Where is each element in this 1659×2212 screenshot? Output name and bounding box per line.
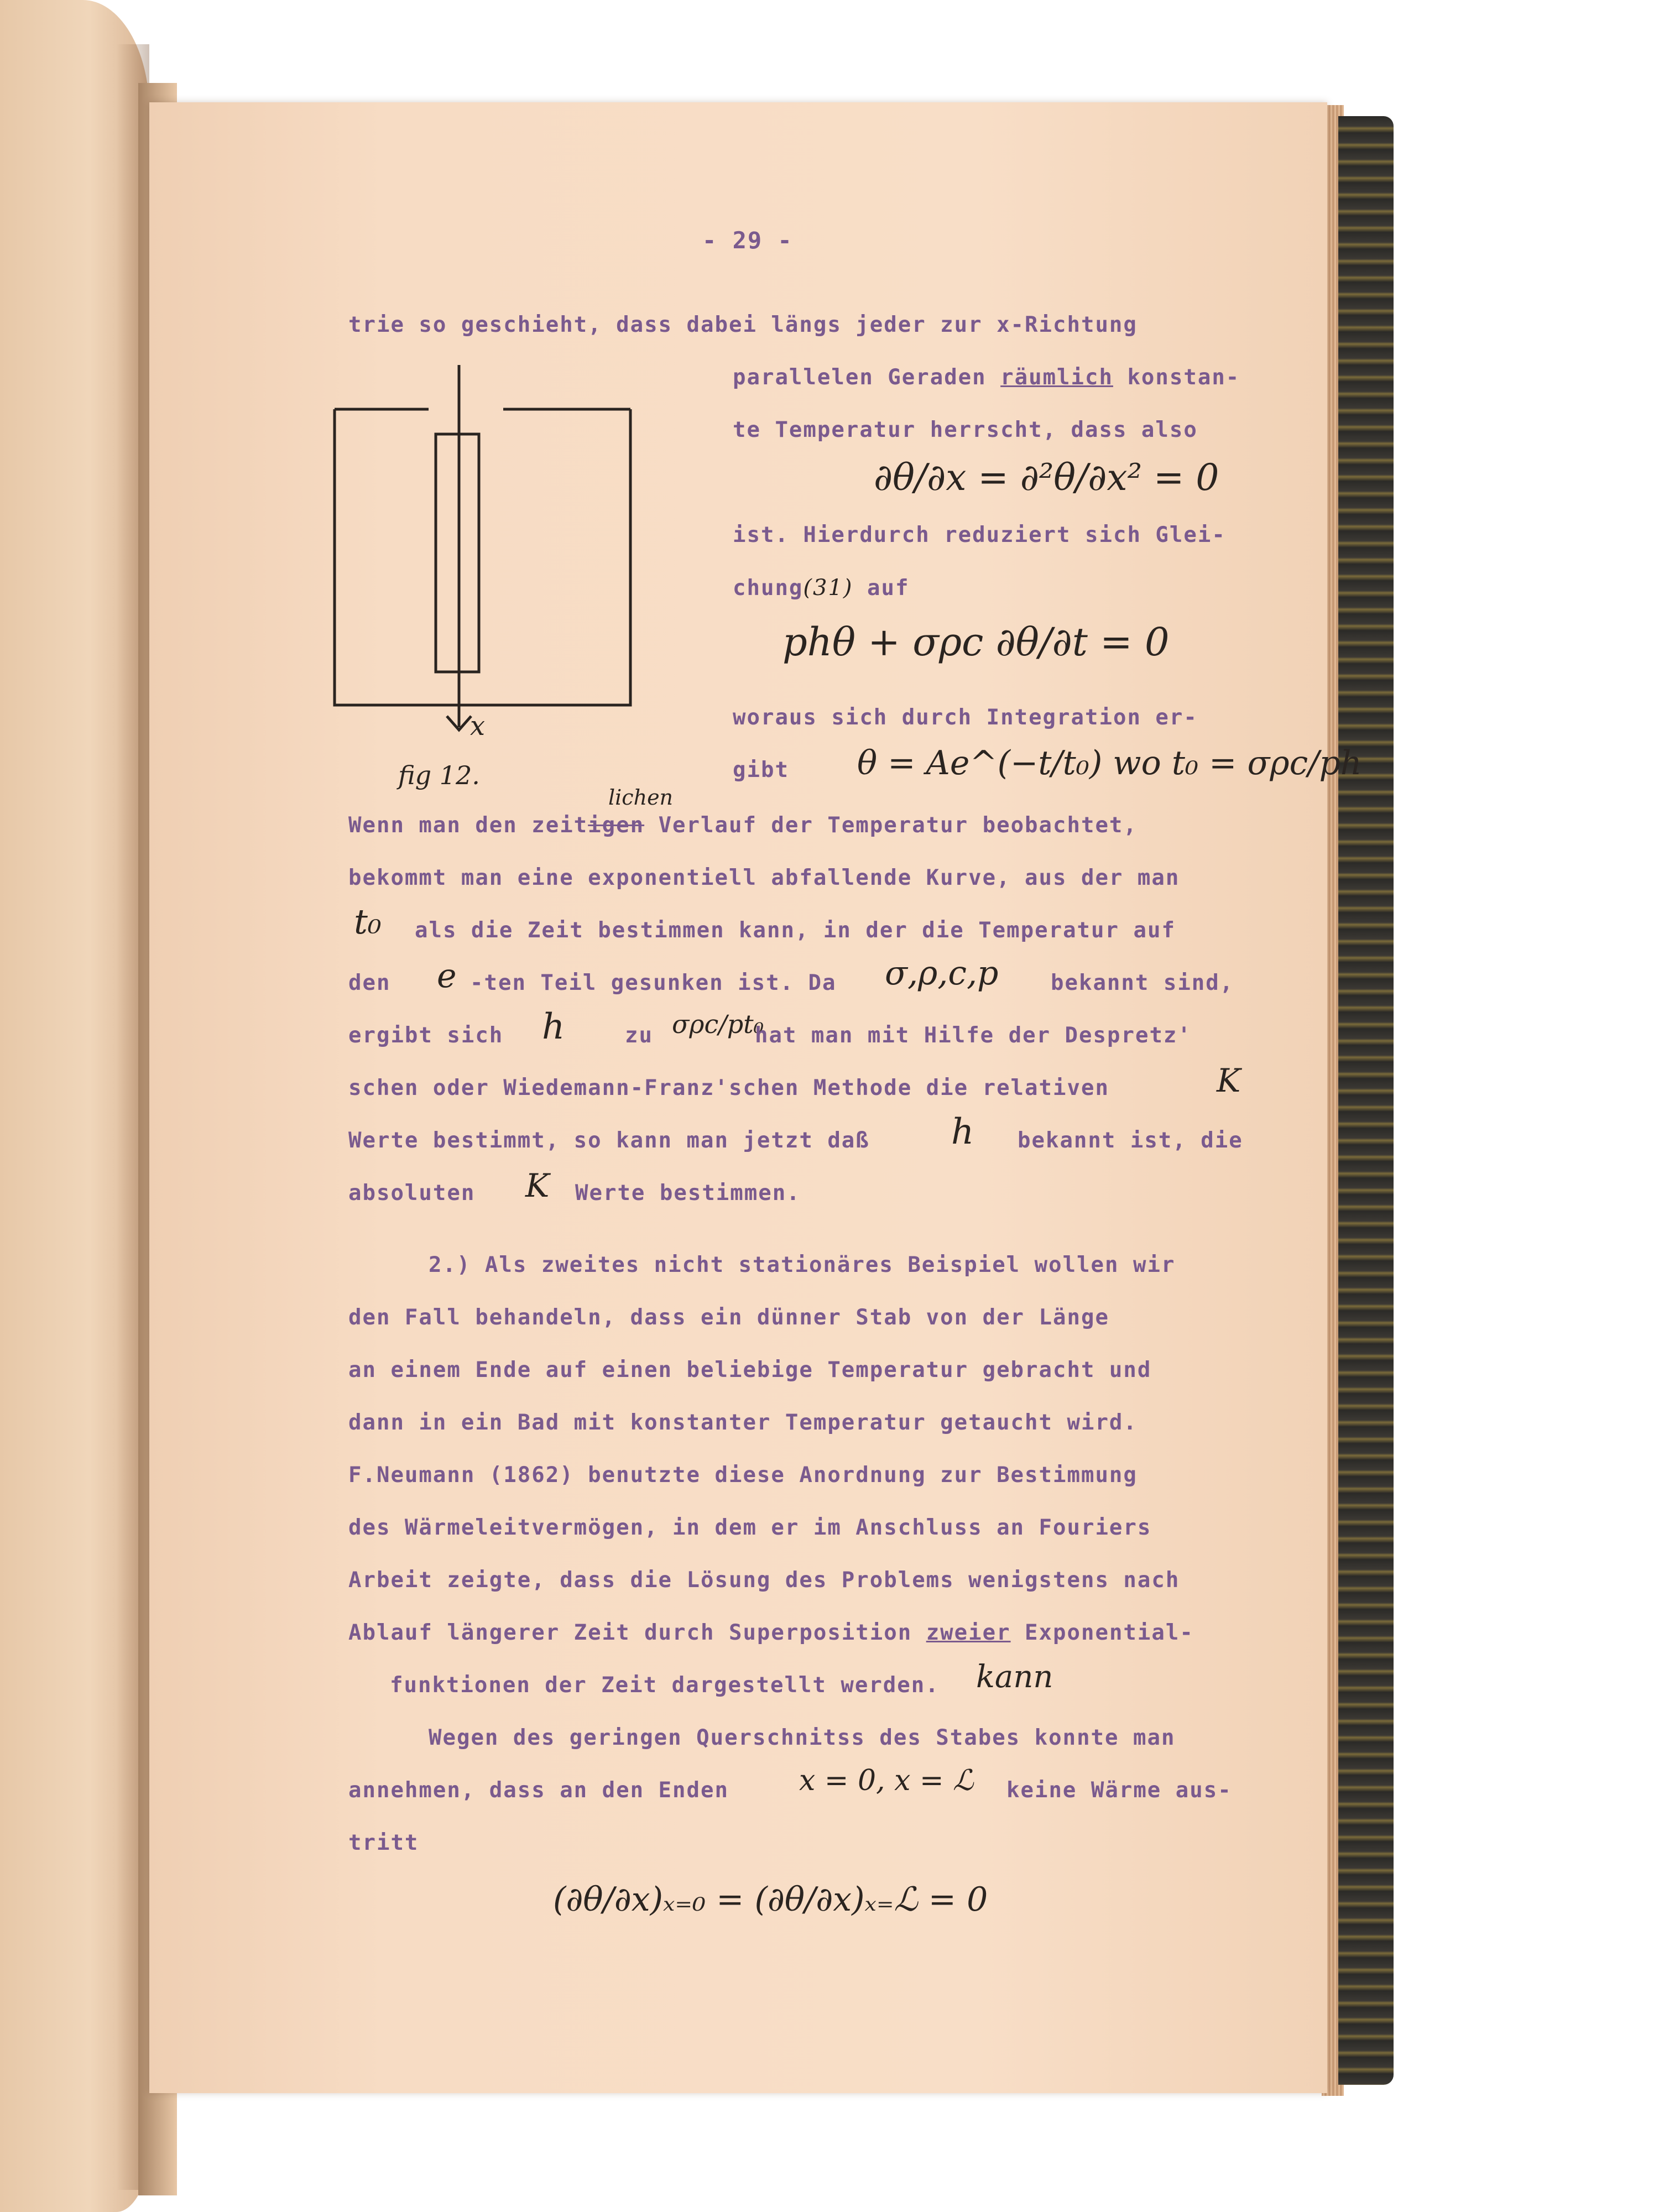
- text-line-5: chung(31) auf: [733, 575, 910, 601]
- text-line-20: F.Neumann (1862) benutzte diese Anordnung zur Bestimmung: [348, 1463, 1138, 1488]
- figure-axis-label: x: [470, 711, 486, 742]
- text-line-14a: Werte bestimmt, so kann man jetzt daß: [348, 1128, 870, 1153]
- handwritten-equation-2: phθ + σρc ∂θ/∂t = 0: [782, 619, 1170, 665]
- text-line-22: Arbeit zeigte, dass die Lösung des Problems wenigstens nach: [348, 1568, 1180, 1593]
- handwritten-equation-3: θ = Ae^(−t/t₀) wo t₀ = σρc/ph: [857, 744, 1362, 782]
- text-line-15b: Werte bestimmen.: [575, 1181, 801, 1206]
- handwritten-h: h: [542, 1006, 565, 1047]
- handwritten-params: σ,ρ,c,p: [885, 954, 999, 993]
- text-line-15a: absoluten: [348, 1181, 476, 1206]
- handwritten-e: e: [437, 957, 457, 995]
- text-line-11b: -ten Teil gesunken ist. Da: [470, 971, 837, 995]
- handwritten-fraction: σρc/pt₀: [672, 1009, 764, 1039]
- handwritten-t0: t₀: [354, 901, 382, 942]
- text-line-18: an einem Ende auf einen beliebige Temperatur gebracht und: [348, 1358, 1152, 1383]
- text-line-6: woraus sich durch Integration er-: [733, 705, 1198, 730]
- figure-caption: fig 12.: [398, 760, 480, 790]
- text-line-12b: zu: [625, 1023, 653, 1048]
- handwritten-k-1: K: [1217, 1062, 1241, 1099]
- handwritten-boundary-condition: (∂θ/∂x)ₓ₌₀ = (∂θ/∂x)ₓ₌ℒ = 0: [553, 1880, 988, 1919]
- handwritten-k-2: K: [525, 1167, 550, 1204]
- text-line-16: 2.) Als zweites nicht stationäres Beispiel wollen wir: [429, 1253, 1176, 1277]
- text-line-1: trie so geschieht, dass dabei längs jeder zur x-Richtung: [348, 312, 1138, 337]
- text-line-17: den Fall behandeln, dass ein dünner Stab von der Länge: [348, 1305, 1109, 1330]
- text-line-21: des Wärmeleitvermögen, in dem er im Anschluss an Fouriers: [348, 1515, 1152, 1540]
- text-line-3: te Temperatur herrscht, dass also: [733, 418, 1198, 442]
- text-line-19: dann in ein Bad mit konstanter Temperatur getaucht wird.: [348, 1410, 1138, 1435]
- text-line-9: bekommt man eine exponentiell abfallende Kurve, aus der man: [348, 865, 1180, 890]
- text-line-14b: bekannt ist, die: [1018, 1128, 1243, 1153]
- text-line-8: Wenn man den zeitigen Verlauf der Temperatur beobachtet,: [348, 813, 1138, 838]
- text-line-27: tritt: [348, 1830, 419, 1855]
- handwritten-kann: kann: [976, 1659, 1053, 1695]
- text-line-10: als die Zeit bestimmen kann, in der die Temperatur auf: [415, 918, 1176, 943]
- manuscript-page: [149, 102, 1362, 2093]
- text-line-23: Ablauf längerer Zeit durch Superposition zweier Exponential-: [348, 1620, 1194, 1645]
- text-line-24: funktionen der Zeit dargestellt werden.: [390, 1673, 940, 1698]
- text-line-13: schen oder Wiedemann-Franz'schen Methode die relativen: [348, 1076, 1109, 1100]
- page-number: - 29 -: [702, 227, 793, 254]
- handwritten-h-2: h: [951, 1112, 974, 1152]
- text-line-7: gibt: [733, 758, 789, 782]
- handwritten-equation-1: ∂θ/∂x = ∂²θ/∂x² = 0: [874, 456, 1219, 499]
- handwritten-ends: x = 0, x = ℒ: [799, 1764, 974, 1797]
- text-line-12a: ergibt sich: [348, 1023, 504, 1048]
- text-line-26b: keine Wärme aus-: [1006, 1778, 1232, 1803]
- text-line-4: ist. Hierdurch reduziert sich Glei-: [733, 523, 1226, 547]
- handwritten-insert-lichen: lichen: [608, 785, 674, 810]
- text-line-25: Wegen des geringen Querschnitss des Stabes konnte man: [429, 1725, 1176, 1750]
- book-cover-edge: [1338, 116, 1394, 2085]
- text-line-11c: bekannt sind,: [1051, 971, 1234, 995]
- text-line-12c: hat man mit Hilfe der Despretz': [755, 1023, 1192, 1048]
- text-line-2: parallelen Geraden räumlich konstan-: [733, 365, 1240, 390]
- text-line-26a: annehmen, dass an den Enden: [348, 1778, 729, 1803]
- text-line-11a: den: [348, 971, 391, 995]
